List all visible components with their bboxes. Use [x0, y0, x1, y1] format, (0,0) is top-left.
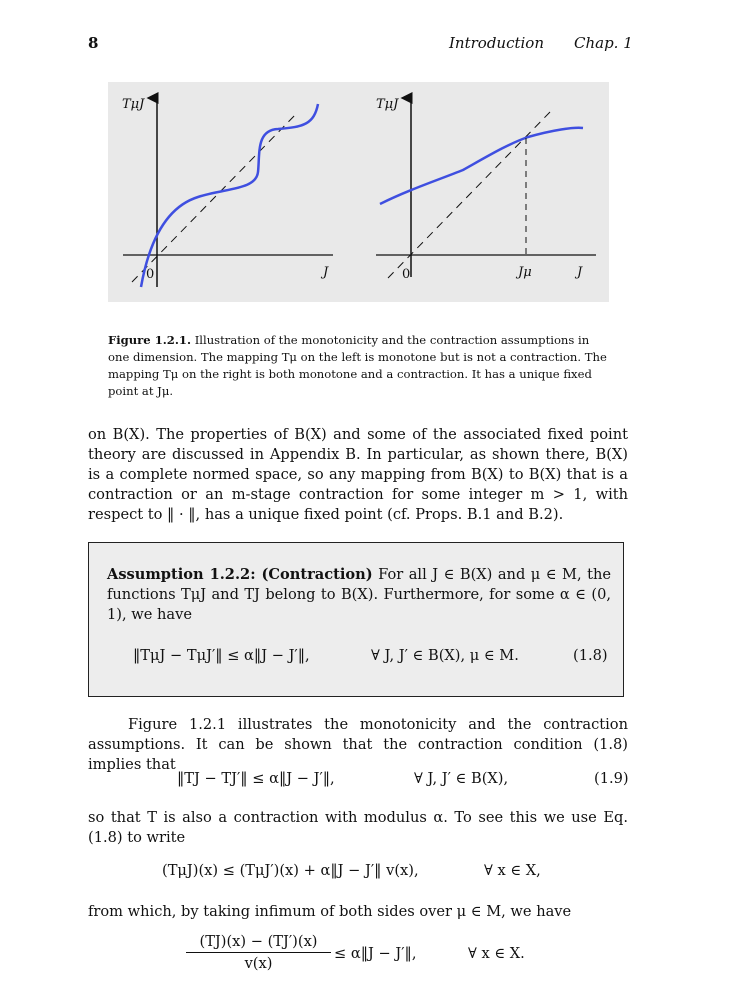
left-y-label: TμJ [122, 97, 145, 112]
eq-b-rhs: ≤ α‖J − J′‖, [334, 945, 417, 962]
assumption-text: For all J ∈ B(X) and μ ∈ M, the functions TμJ and TJ belong to B(X). Furthermore, for some α ∈ (0, 1), we have [107, 566, 611, 623]
paragraph-1: on B(X). The properties of B(X) and some of the associated fixed point theory are discussed in Appendix B. In particular, as shown there, B(X) is a complete normed space, so any mapping from B(X) to B(X) that is a contraction or an m-stage contraction for some integer m > 1, with respect to ‖ · ‖, has a unique fixed point (cf. Props. B.1 and B.2). [88, 426, 628, 523]
left-curve [141, 104, 318, 287]
paragraph-3: so that T is also a contraction with modulus α. To see this we use Eq. (1.8) to write [88, 809, 628, 846]
fixed-point-label: Jμ [518, 265, 532, 280]
assumption-box [88, 542, 624, 697]
running-header-chapter: Chap. 1 [574, 34, 633, 52]
running-header-section: Introduction [449, 34, 544, 52]
right-x-label: J [577, 265, 583, 280]
paragraph-2: Figure 1.2.1 illustrates the monotonicity and the contraction assumptions. It can be shown that the contraction condition (1.8) implies that [88, 716, 628, 773]
left-x-label: J [323, 265, 329, 280]
left-origin-label: 0 [146, 267, 155, 282]
right-y-label: TμJ [376, 97, 399, 112]
figure-caption [108, 332, 610, 400]
eq-b-denominator: v(x) [244, 955, 273, 972]
figure-1-2-1 [108, 82, 609, 302]
eq-a-condition: ∀ x ∈ X, [484, 862, 541, 879]
left-plot [122, 97, 333, 287]
eq-a-lhs: (TμJ)(x) ≤ (TμJ′)(x) + α‖J − J′‖ v(x), [162, 862, 419, 879]
eq-1-8-condition: ∀ J, J′ ∈ B(X), μ ∈ M. [371, 647, 519, 664]
eq-1-8-number: (1.8) [573, 647, 608, 664]
assumption-title: Assumption 1.2.2: (Contraction) [107, 566, 373, 583]
eq-b-numerator: (TJ)(x) − (TJ′)(x) [186, 933, 331, 953]
eq-1-8-lhs: ‖TμJ − TμJ′‖ ≤ α‖J − J′‖, [133, 647, 310, 664]
right-plot [376, 97, 596, 282]
right-origin-label: 0 [402, 267, 411, 282]
eq-1-9-condition: ∀ J, J′ ∈ B(X), [414, 770, 509, 787]
eq-b-fraction [186, 933, 331, 972]
eq-1-9-number: (1.9) [594, 770, 629, 787]
caption-text: Illustration of the monotonicity and the contraction assumptions in one dimension. The mapping Tμ on the left is monotone but is not a contraction. The mapping Tμ on the right is both monotone and a contraction. It has a unique fixed point at Jμ. [108, 333, 607, 398]
page-number: 8 [88, 34, 99, 52]
eq-1-9-lhs: ‖TJ − TJ′‖ ≤ α‖J − J′‖, [177, 770, 335, 787]
paragraph-4: from which, by taking infimum of both sides over μ ∈ M, we have [88, 903, 572, 920]
figure-svg [108, 82, 609, 302]
assumption-body [107, 565, 611, 625]
eq-b-condition: ∀ x ∈ X. [468, 945, 525, 962]
caption-label: Figure 1.2.1. [108, 333, 192, 347]
